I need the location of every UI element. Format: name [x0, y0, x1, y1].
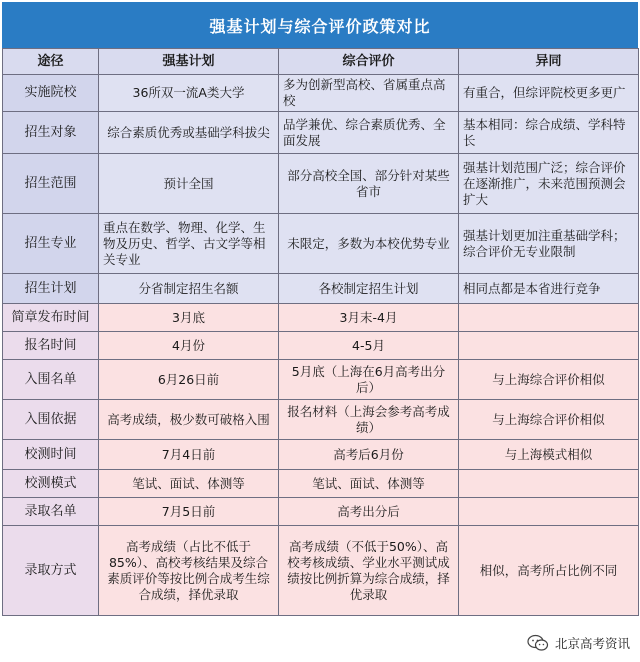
table-row: [3, 75, 639, 112]
yitong-cell: [459, 304, 639, 332]
yitong-cell: 强基计划更加注重基础学科；综合评价无专业限制: [459, 214, 639, 274]
table-row: [3, 498, 639, 526]
zonghe-cell: 4-5月: [279, 332, 459, 360]
qiangji-cell: 36所双一流A类大学: [99, 75, 279, 112]
row-label: 录取名单: [3, 498, 99, 526]
qiangji-cell: 7月5日前: [99, 498, 279, 526]
yitong-cell: 相似，高考所占比例不同: [459, 526, 639, 616]
qiangji-cell: 3月底: [99, 304, 279, 332]
column-header: 强基计划: [99, 49, 279, 75]
row-label: 入围名单: [3, 360, 99, 400]
yitong-cell: 有重合，但综评院校更多更广: [459, 75, 639, 112]
table-row: [3, 470, 639, 498]
row-label: 招生对象: [3, 112, 99, 154]
column-header: 异同: [459, 49, 639, 75]
watermark: [527, 634, 630, 652]
row-label: 报名时间: [3, 332, 99, 360]
row-label: 实施院校: [3, 75, 99, 112]
qiangji-cell: 重点在数学、物理、化学、生物及历史、哲学、古文学等相关专业: [99, 214, 279, 274]
zonghe-cell: 5月底（上海在6月高考出分后）: [279, 360, 459, 400]
watermark-text: 北京高考资讯: [554, 636, 630, 651]
qiangji-cell: 4月份: [99, 332, 279, 360]
comparison-table: [2, 48, 639, 616]
qiangji-cell: 综合素质优秀或基础学科拔尖: [99, 112, 279, 154]
row-label: 简章发布时间: [3, 304, 99, 332]
table-row: [3, 440, 639, 470]
table-row: [3, 400, 639, 440]
qiangji-cell: 6月26日前: [99, 360, 279, 400]
yitong-cell: 与上海模式相似: [459, 440, 639, 470]
page-title: 强基计划与综合评价政策对比: [2, 2, 638, 48]
yitong-cell: 相同点都是本省进行竞争: [459, 274, 639, 304]
zonghe-cell: 高考成绩（不低于50%）、高校考核成绩、学业水平测试成绩按比例折算为综合成绩，择优录取: [279, 526, 459, 616]
table-row: [3, 154, 639, 214]
yitong-cell: [459, 332, 639, 360]
yitong-cell: 强基计划范围广泛；综合评价在逐渐推广，未来范围预测会扩大: [459, 154, 639, 214]
table-row: [3, 332, 639, 360]
qiangji-cell: 分省制定招生名额: [99, 274, 279, 304]
zonghe-cell: 品学兼优、综合素质优秀、全面发展: [279, 112, 459, 154]
table-row: [3, 112, 639, 154]
zonghe-cell: 部分高校全国、部分针对某些省市: [279, 154, 459, 214]
zonghe-cell: 未限定，多数为本校优势专业: [279, 214, 459, 274]
table-row: [3, 274, 639, 304]
qiangji-cell: 预计全国: [99, 154, 279, 214]
row-label: 校测模式: [3, 470, 99, 498]
zonghe-cell: 高考出分后: [279, 498, 459, 526]
wechat-icon: [527, 634, 549, 652]
zonghe-cell: 笔试、面试、体测等: [279, 470, 459, 498]
zonghe-cell: 报名材料（上海会参考高考成绩）: [279, 400, 459, 440]
row-label: 招生计划: [3, 274, 99, 304]
qiangji-cell: 笔试、面试、体测等: [99, 470, 279, 498]
column-header: 途径: [3, 49, 99, 75]
yitong-cell: [459, 470, 639, 498]
yitong-cell: 与上海综合评价相似: [459, 400, 639, 440]
row-label: 入围依据: [3, 400, 99, 440]
table-row: [3, 304, 639, 332]
table-header-row: [3, 49, 639, 75]
table-row: [3, 360, 639, 400]
yitong-cell: 基本相同：综合成绩、学科特长: [459, 112, 639, 154]
zonghe-cell: 3月末-4月: [279, 304, 459, 332]
row-label: 招生专业: [3, 214, 99, 274]
table-row: [3, 214, 639, 274]
qiangji-cell: 高考成绩，极少数可破格入围: [99, 400, 279, 440]
row-label: 录取方式: [3, 526, 99, 616]
row-label: 校测时间: [3, 440, 99, 470]
qiangji-cell: 高考成绩（占比不低于85%）、高校考核结果及综合素质评价等按比例合成考生综合成绩，择优录取: [99, 526, 279, 616]
yitong-cell: [459, 498, 639, 526]
yitong-cell: 与上海综合评价相似: [459, 360, 639, 400]
column-header: 综合评价: [279, 49, 459, 75]
row-label: 招生范围: [3, 154, 99, 214]
zonghe-cell: 高考后6月份: [279, 440, 459, 470]
zonghe-cell: 多为创新型高校、省属重点高校: [279, 75, 459, 112]
qiangji-cell: 7月4日前: [99, 440, 279, 470]
table-row: [3, 526, 639, 616]
zonghe-cell: 各校制定招生计划: [279, 274, 459, 304]
